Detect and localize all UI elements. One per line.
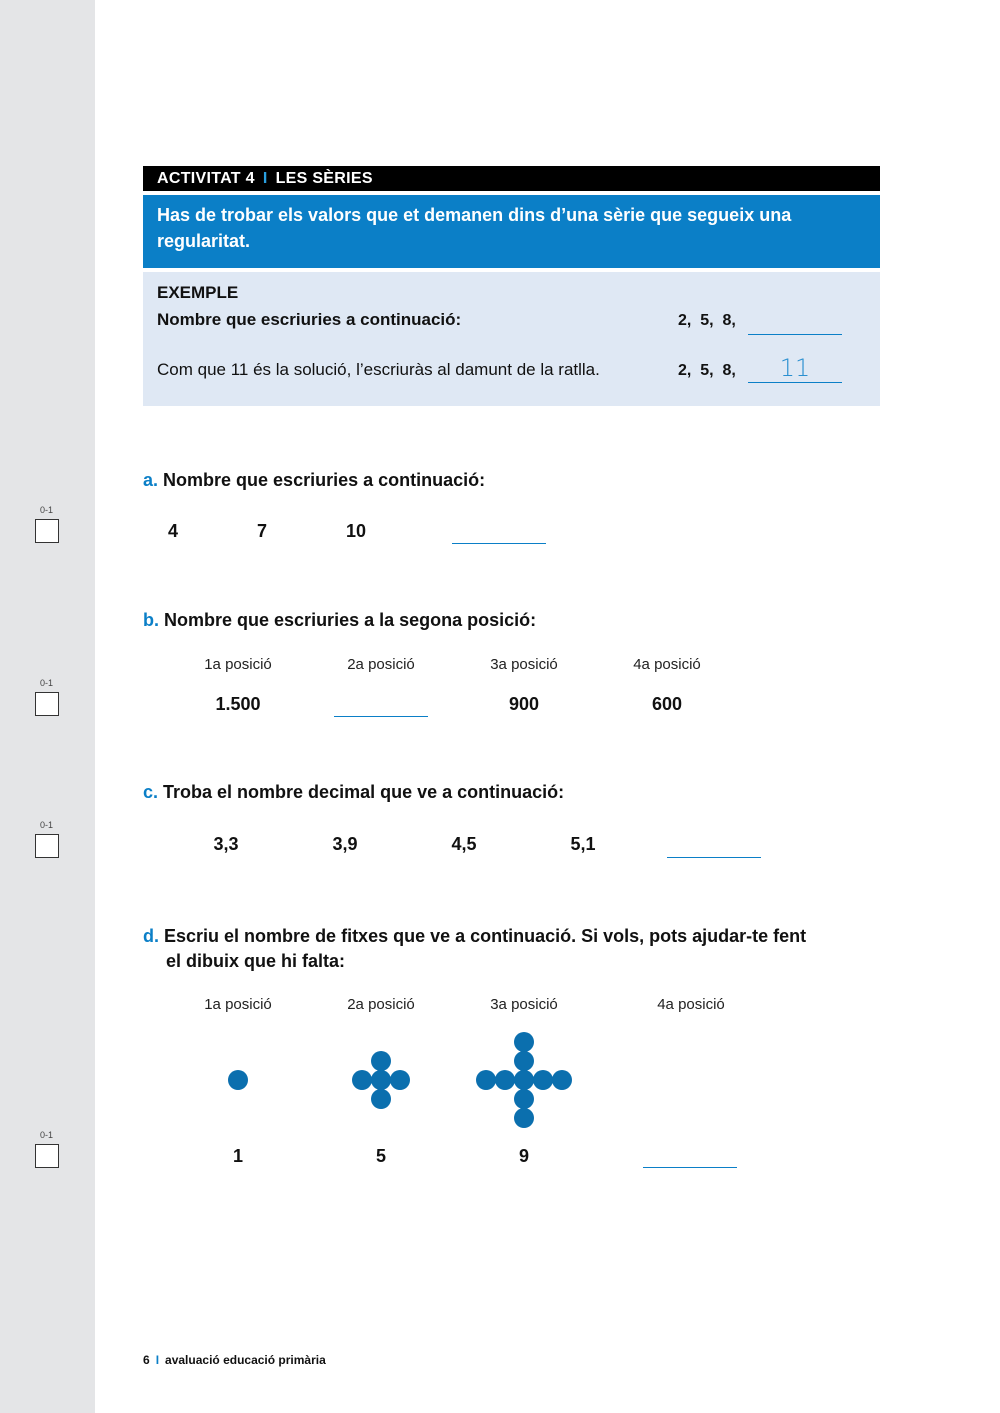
question-c-title (143, 782, 564, 803)
example-box (143, 272, 880, 406)
question-a-letter: a. (143, 470, 159, 490)
d-position-1: 1a posició (204, 996, 272, 1013)
d-value-3: 9 (518, 1146, 529, 1166)
d-answer-line[interactable] (643, 1167, 737, 1168)
token-dot-fig3-5 (552, 1070, 572, 1090)
a-value-2: 7 (256, 521, 267, 541)
a-value-1: 4 (167, 521, 178, 541)
example-series-1: 2, 5, 8, (678, 312, 736, 329)
question-a-title (143, 470, 485, 491)
example-answer: 11 (779, 354, 811, 382)
b-value-3: 900 (508, 694, 540, 714)
token-dot-fig3-8 (514, 1032, 534, 1052)
footer-separator: I (155, 1353, 160, 1367)
token-dot-fig3-7 (514, 1108, 534, 1128)
question-b-text: Nombre que escriuries a la segona posició: (164, 610, 537, 630)
example-label: EXEMPLE (157, 283, 239, 302)
activity-header (143, 166, 880, 191)
c-value-2: 3,9 (332, 834, 358, 854)
token-dot-fig2-0 (371, 1070, 391, 1090)
c-answer-line[interactable] (667, 857, 761, 858)
token-dot-fig2-3 (371, 1089, 391, 1109)
score-label-d: 0-1 (40, 1130, 54, 1140)
a-answer-line[interactable] (452, 543, 546, 544)
d-position-4: 4a posició (657, 996, 725, 1013)
example-series-2: 2, 5, 8, (678, 362, 736, 379)
b-value-1: 1.500 (215, 694, 261, 714)
activity-title: LES SÈRIES (275, 170, 373, 187)
b-position-3: 3a posició (490, 656, 558, 673)
score-box-c[interactable] (35, 834, 59, 858)
d-value-2: 5 (375, 1146, 386, 1166)
token-dot-fig3-1 (533, 1070, 553, 1090)
token-dot-fig1-0 (228, 1070, 248, 1090)
question-c-text: Troba el nombre decimal que ve a continuació: (163, 782, 565, 802)
question-a-text: Nombre que escriuries a continuació: (163, 470, 486, 490)
example-explanation: Com que 11 és la solució, l’escriuràs al damunt de la ratlla. (157, 360, 600, 379)
token-dot-fig3-3 (514, 1089, 534, 1109)
footer-text: avaluació educació primària (165, 1353, 326, 1367)
question-d-text-1: Escriu el nombre de fitxes que ve a continuació. Si vols, pots ajudar-te fent (164, 926, 807, 946)
question-b-letter: b. (143, 610, 159, 630)
b-value-4: 600 (651, 694, 683, 714)
score-label-a: 0-1 (40, 505, 54, 515)
question-d-letter: d. (143, 926, 159, 946)
score-box-b[interactable] (35, 692, 59, 716)
a-value-3: 10 (345, 521, 367, 541)
b-position-4: 4a posició (633, 656, 701, 673)
b-answer-line[interactable] (334, 716, 428, 717)
c-value-4: 5,1 (570, 834, 596, 854)
token-dot-fig2-1 (390, 1070, 410, 1090)
header-separator: I (262, 170, 268, 187)
example-instruction: Nombre que escriuries a continuació: (157, 310, 462, 329)
example-answer-line (748, 382, 842, 383)
token-dot-fig3-4 (514, 1051, 534, 1071)
page-footer (143, 1353, 326, 1367)
question-c-letter: c. (143, 782, 159, 802)
d-value-1: 1 (232, 1146, 243, 1166)
d-position-2: 2a posició (347, 996, 415, 1013)
activity-number: ACTIVITAT 4 (157, 170, 255, 187)
c-value-1: 3,3 (213, 834, 239, 854)
b-position-2: 2a posició (347, 656, 415, 673)
c-value-3: 4,5 (451, 834, 477, 854)
token-dot-fig3-2 (495, 1070, 515, 1090)
d-position-3: 3a posició (490, 996, 558, 1013)
example-blank-line (748, 334, 842, 335)
question-b-title (143, 610, 536, 631)
score-label-b: 0-1 (40, 678, 54, 688)
score-label-c: 0-1 (40, 820, 54, 830)
score-box-d[interactable] (35, 1144, 59, 1168)
token-dot-fig3-0 (514, 1070, 534, 1090)
token-dot-fig2-2 (352, 1070, 372, 1090)
activity-intro: Has de trobar els valors que et demanen dins d’una sèrie que segueix una regularitat. (143, 195, 880, 268)
token-dot-fig2-4 (371, 1051, 391, 1071)
question-d-title (143, 924, 806, 974)
question-d-text-2: el dibuix que hi falta: (166, 951, 346, 971)
b-position-1: 1a posició (204, 656, 272, 673)
score-box-a[interactable] (35, 519, 59, 543)
page-number: 6 (143, 1353, 150, 1367)
token-dot-fig3-6 (476, 1070, 496, 1090)
